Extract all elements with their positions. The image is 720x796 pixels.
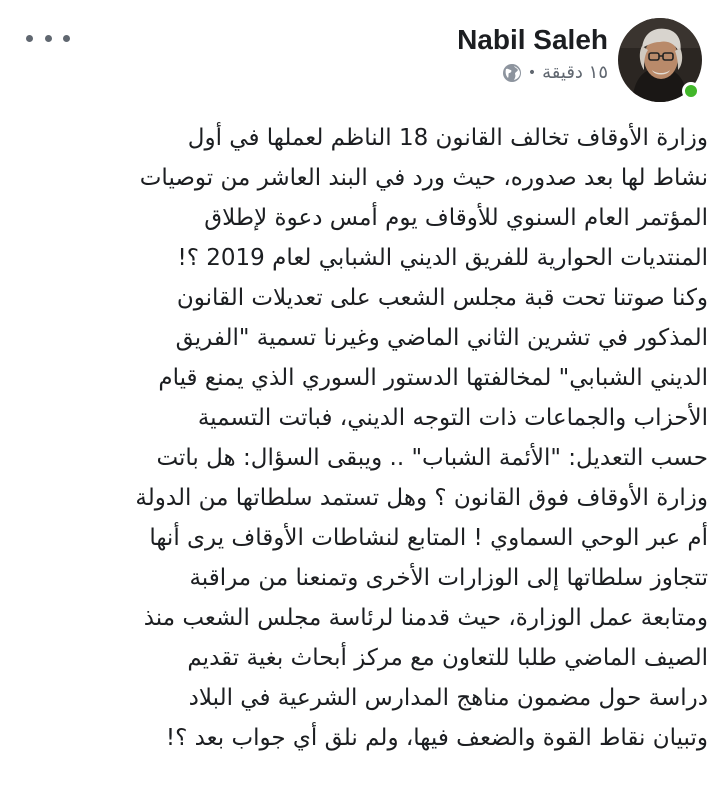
meta-separator: • — [527, 64, 537, 81]
more-options-icon — [63, 35, 70, 42]
post-text-line: حسب التعديل: "الأئمة الشباب" .. ويبقى السؤال: هل باتت — [156, 445, 708, 471]
globe-icon[interactable] — [502, 63, 522, 83]
post-text-line: وكنا صوتنا تحت قبة مجلس الشعب على تعديلات القانون — [176, 285, 708, 311]
post-text-line: وزارة الأوقاف تخالف القانون 18 الناظم لعملها في أول — [187, 125, 708, 151]
post-text-line: الأحزاب والجماعات ذات التوجه الديني، فباتت التسمية — [197, 405, 708, 431]
post-meta — [502, 62, 608, 83]
post-text-line: أم عبر الوحي السماوي ! المتابع لنشاطات الأوقاف يرى أنها — [149, 525, 708, 551]
post-time[interactable]: ١٥ دقيقة — [542, 62, 608, 83]
post-text-line: ومتابعة عمل الوزارة، حيث قدمنا لرئاسة مجلس الشعب منذ — [143, 605, 708, 631]
post-text-line: وتبيان نقاط القوة والضعف فيها، ولم نلق أي جواب بعد ؟! — [165, 725, 708, 751]
post-text-line: دراسة حول مضمون مناهج المدارس الشرعية في البلاد — [188, 685, 708, 711]
post-header — [0, 0, 720, 110]
online-status-indicator — [682, 82, 700, 100]
more-options-icon — [45, 35, 52, 42]
post-text-line: المذكور في تشرين الثاني الماضي وغيرنا تسمية "الفريق — [175, 325, 708, 351]
author-name[interactable]: Nabil Saleh — [457, 24, 608, 55]
more-options-button[interactable] — [26, 26, 70, 50]
post-text-line: نشاط لها بعد صدوره، حيث ورد في البند العاشر من توصيات — [139, 165, 708, 191]
post-text-line: وزارة الأوقاف فوق القانون ؟ وهل تستمد سلطاتها من الدولة — [135, 485, 708, 511]
more-options-icon — [26, 35, 33, 42]
post-text-line: الديني الشبابي" لمخالفتها الدستور السوري الذي يمنع قيام — [158, 365, 708, 391]
post-text-line: المؤتمر العام السنوي للأوقاف يوم أمس دعوة لإطلاق — [204, 205, 708, 231]
author-avatar-container[interactable] — [618, 18, 702, 102]
post-body — [20, 118, 708, 758]
post-text-line: الصيف الماضي طلبا للتعاون مع مركز أبحاث بغية تقديم — [187, 645, 708, 671]
post-text-line: المنتديات الحوارية للفريق الديني الشبابي لعام 2019 ؟! — [177, 245, 708, 271]
post-text-line: تتجاوز سلطاتها إلى الوزارات الأخرى وتمنعنا من مراقبة — [189, 565, 708, 591]
